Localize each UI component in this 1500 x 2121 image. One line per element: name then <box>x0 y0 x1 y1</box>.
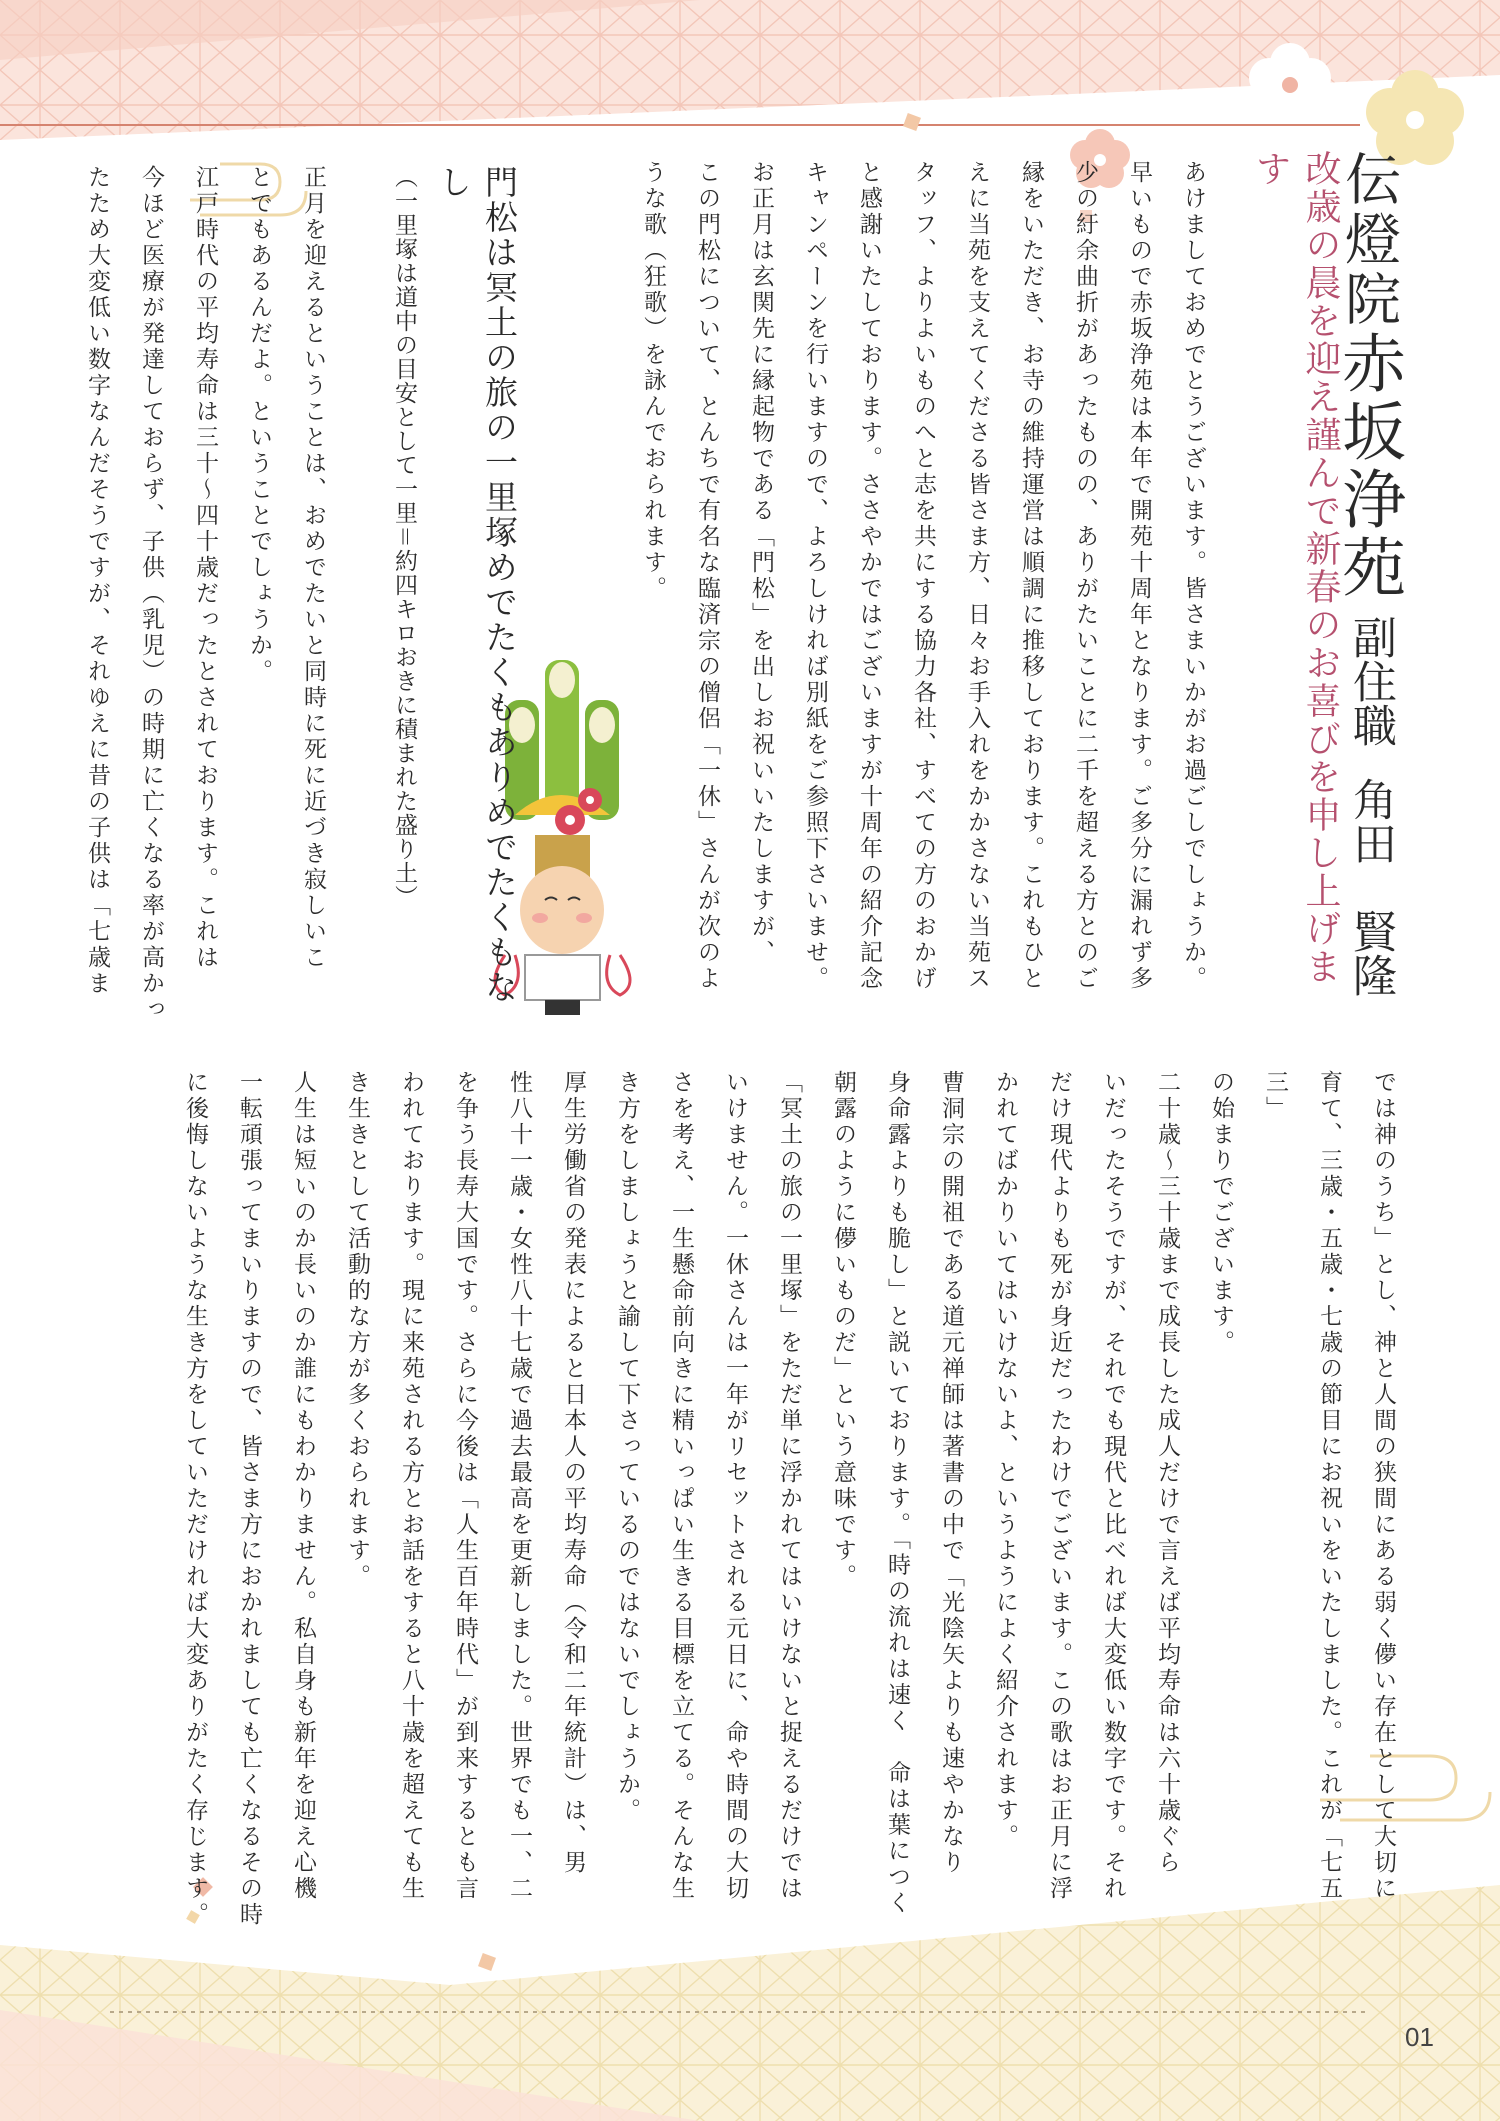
text-column: タッフ、よりよいものへと志を共にする協力各社、すべての方のおかげ <box>910 160 936 992</box>
text-column: 縁をいただき、お寺の維持運営は順調に推移しております。これもひと <box>1018 160 1044 992</box>
text-column: 「冥土の旅の一里塚」をただ単に浮かれてはいけないと捉えるだけでは <box>776 1070 802 1902</box>
text-column: さを考え、一生懸命前向きに精いっぱい生きる目標を立てる。そんな生 <box>668 1070 694 1902</box>
text-column: 一転頑張ってまいりますので、皆さま方におかれましても亡くなるその時 <box>236 1070 262 1928</box>
text-column: キャンペーンを行いますので、よろしければ別紙をご参照下さいませ。 <box>802 160 828 992</box>
author-byline <box>1340 615 1400 997</box>
text-column: だけ現代よりも死が身近だったわけでございます。この歌はお正月に浮 <box>1046 1070 1072 1902</box>
author-role: 副住職 <box>1345 615 1396 747</box>
text-column: 性八十一歳・女性八十七歳で過去最高を更新しました。世界でも一、二 <box>506 1070 532 1902</box>
text-column: 少の紆余曲折があったものの、ありがたいことに二千を超える方とのご <box>1072 160 1098 992</box>
text-column: いだったそうですが、それでも現代と比べれば大変低い数字です。それ <box>1100 1070 1126 1902</box>
text-column: たため大変低い数字なんだそうですが、それゆえに昔の子供は「七歳ま <box>84 165 110 997</box>
text-column: を争う長寿大国です。さらに今後は「人生百年時代」が到来するとも言 <box>452 1070 478 1902</box>
text-column: と感謝いたしております。ささやかではございますが十周年の紹介記念 <box>856 160 882 992</box>
greeting-body-bottom <box>10 1070 1410 1940</box>
author-name: 角田 賢隆 <box>1345 777 1396 997</box>
text-column: かれてばかりいてはいけないよ、というようによく紹介されます。 <box>992 1070 1018 1850</box>
text-column: とでもあるんだよ。ということでしょうか。 <box>246 165 272 685</box>
text-column: き生きとして活動的な方が多くおられます。 <box>344 1070 370 1590</box>
text-column: 早いもので赤坂浄苑は本年で開苑十周年となります。ご多分に漏れず多 <box>1126 160 1152 992</box>
text-column: お正月は玄関先に縁起物である「門松」を出しお祝いいたしますが、 <box>748 160 774 966</box>
text-column: いけません。一休さんは一年がリセットされる元日に、命や時間の大切 <box>722 1070 748 1902</box>
text-column: 朝露のように儚いものだ」という意味です。 <box>830 1070 856 1590</box>
text-column: えに当苑を支えてくださる皆さま方、日々お手入れをかかさない当苑ス <box>964 160 990 992</box>
text-column: 正月を迎えるということは、おめでたいと同時に死に近づき寂しいこ <box>300 165 326 971</box>
page-number: 01 <box>1405 2022 1434 2052</box>
text-column: の始まりでございます。 <box>1208 1070 1234 1356</box>
text-column: 育て、三歳・五歳・七歳の節目にお祝いをいたしました。これが「七五三」 <box>1262 1070 1342 1902</box>
text-column: 人生は短いのか長いのか誰にもわかりません。私自身も新年を迎え心機 <box>290 1070 316 1902</box>
greeting-body-top <box>640 160 1220 1030</box>
greeting-body-top-left <box>10 165 340 1025</box>
text-column: 曹洞宗の開祖である道元禅師は著書の中で「光陰矢よりも速やかなり <box>938 1070 964 1876</box>
text-column: に後悔しないような生き方をしていただければ大変ありがたく存じます。 <box>182 1070 208 1928</box>
text-column: 今ほど医療が発達しておらず、子供（乳児）の時期に亡くなる率が高かっ <box>138 165 164 1023</box>
text-column: われております。現に来苑される方とお話をすると八十歳を超えても生 <box>398 1070 424 1902</box>
kadomatsu-poem-note: （一里塚は道中の目安として一里＝約四キロおきに積まれた盛り土） <box>391 165 417 909</box>
text-column: では神のうち」とし、神と人間の狭間にある弱く儚い存在として大切に <box>1370 1070 1396 1902</box>
text-column: あけましておめでとうございます。皆さまいかがお過ごしでしょうか。 <box>1180 160 1206 992</box>
text-column: 二十歳～三十歳まで成長した成人だけで言えば平均寿命は六十歳ぐら <box>1154 1070 1180 1876</box>
kadomatsu-poem-heading: 門松は冥土の旅の一里塚めでたくもありめでたくもなし <box>434 165 519 1005</box>
text-column: 厚生労働省の発表によると日本人の平均寿命（令和二年統計）は、男 <box>560 1070 586 1876</box>
text-column: 江戸時代の平均寿命は三十～四十歳だったとされております。これは <box>192 165 218 971</box>
text-column: 身命露よりも脆し」と説いております。「時の流れは速く 命は葉につく <box>884 1070 910 1917</box>
temple-name-prefix: 伝燈院 <box>1336 150 1401 330</box>
text-column: この門松について、とんちで有名な臨済宗の僧侶「一休」さんが次のよ <box>694 160 720 992</box>
text-column: き方をしましょうと諭して下さっているのではないでしょうか。 <box>614 1070 640 1824</box>
new-year-greeting-subtitle: 改歳の晨を迎え謹んで新春のお喜びを申し上げます <box>1250 150 1341 986</box>
temple-name-main: 赤坂浄苑 <box>1331 330 1405 602</box>
text-column: うな歌（狂歌）を詠んでおられます。 <box>640 160 666 602</box>
